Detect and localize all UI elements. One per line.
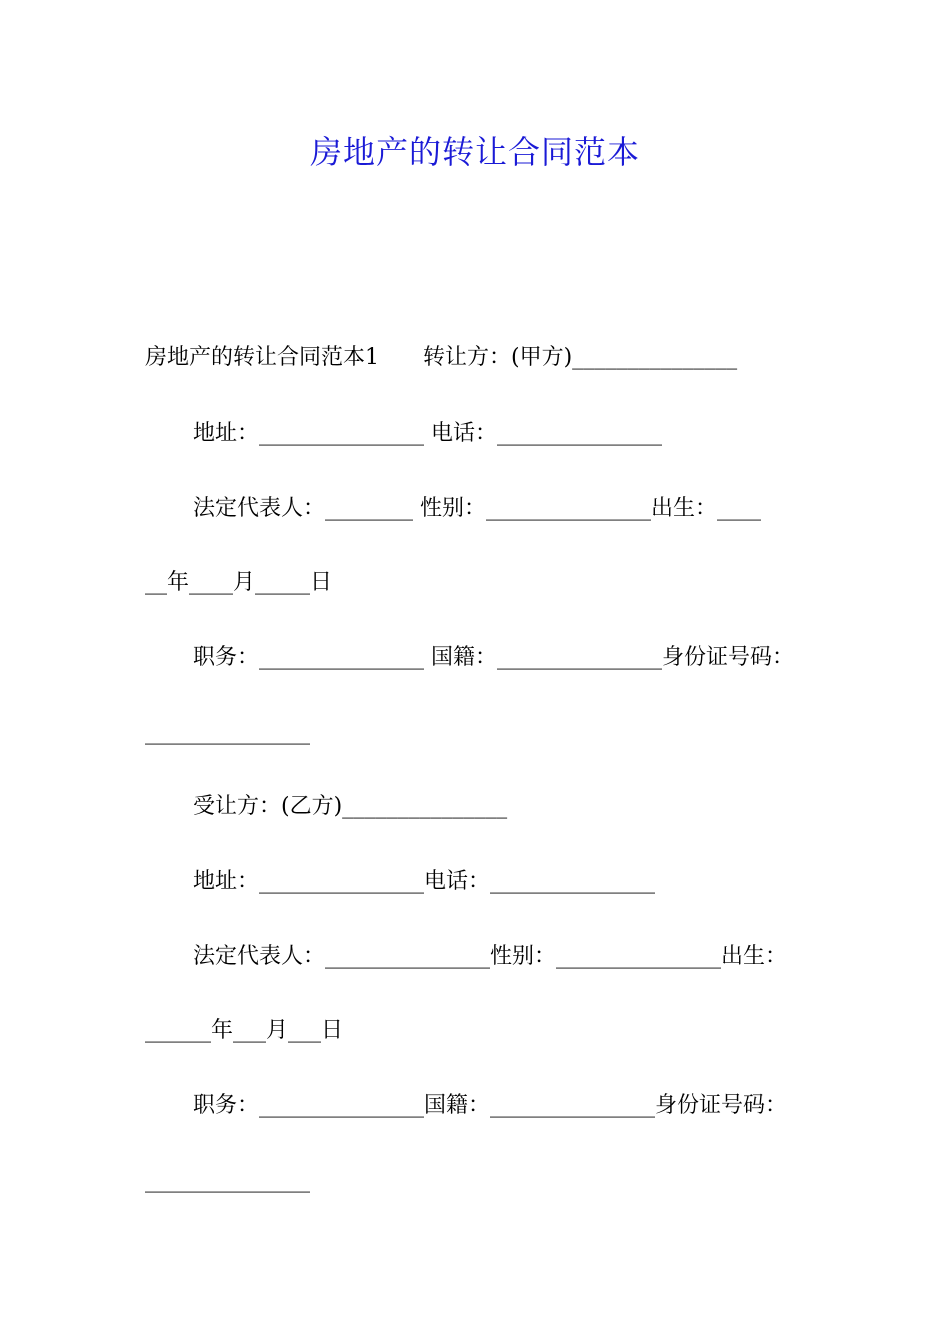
transferee-representative-line: 法定代表人：_______________性别：_______________出生： (193, 944, 788, 969)
transferee-address-phone-line: 地址：_______________电话：_______________ (193, 869, 656, 894)
transferee-id-number-line: _______________ (145, 1168, 310, 1193)
transferor-heading-line: 房地产的转让合同范本1 转让方：(甲方)_______________ (145, 345, 738, 370)
transferor-representative-line: 法定代表人：________ 性别：_______________出生：____ (193, 496, 761, 521)
document-title: 房地产的转让合同范本 (309, 133, 640, 171)
transferor-address-phone-line: 地址：_______________ 电话：_______________ (193, 421, 662, 446)
transferor-position-line: 职务：_______________ 国籍：_______________身份证号码： (193, 645, 794, 670)
transferee-position-line: 职务：_______________国籍：_______________身份证号码： (193, 1093, 788, 1118)
transferor-id-number-line: _______________ (145, 720, 310, 745)
transferee-heading-line: 受让方：(乙方)_______________ (193, 794, 508, 819)
transferor-birthdate-line: __年____月_____日 (145, 570, 333, 595)
transferee-birthdate-line: ______年___月___日 (145, 1018, 344, 1043)
